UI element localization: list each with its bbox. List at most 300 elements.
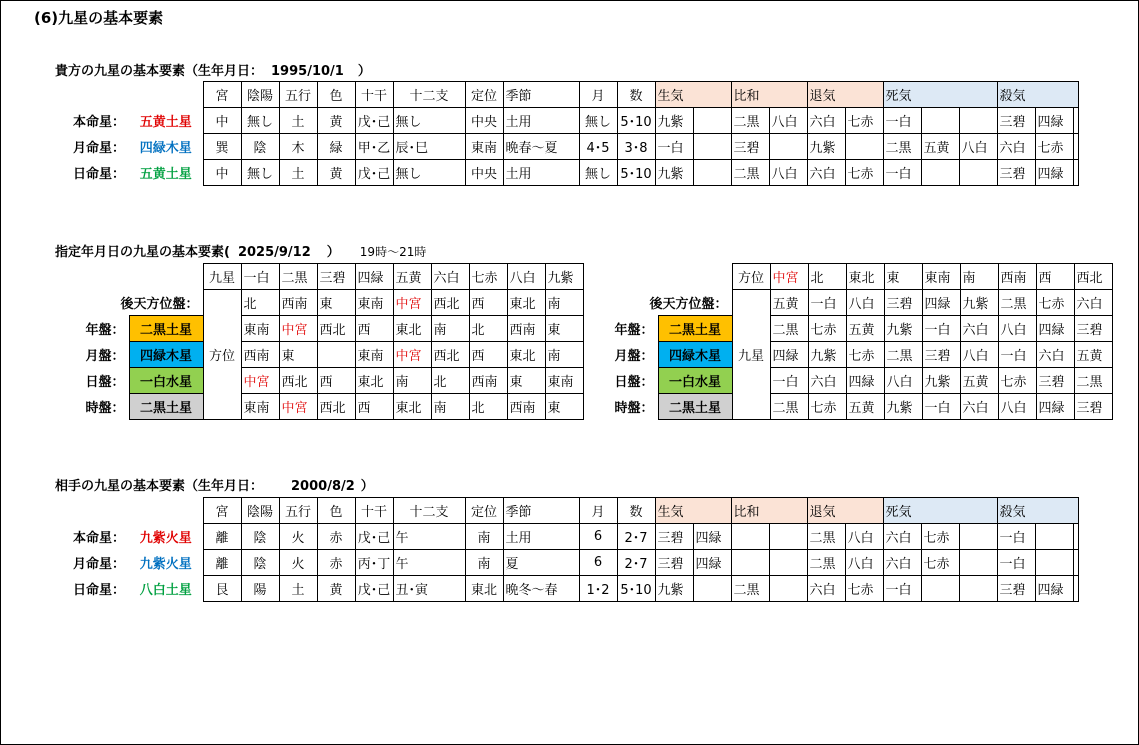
table-cell: 戊･己: [355, 160, 393, 186]
table-cell: [959, 576, 997, 602]
star-name: 九紫火星: [139, 531, 192, 546]
row-label: 日命星：: [72, 167, 125, 182]
table-cell: 七赤: [845, 160, 883, 186]
header-cell: 退気: [807, 498, 883, 524]
board-cell: 北: [241, 290, 279, 316]
table-cell: 無し: [393, 160, 465, 186]
table-cell: 七赤: [1035, 134, 1073, 160]
table-cell: 黄: [317, 576, 355, 602]
header-cell: 八白: [507, 264, 545, 290]
table-cell: [959, 160, 997, 186]
table-cell: 四緑: [693, 524, 731, 550]
table-cell: [769, 576, 807, 602]
table-cell: 八白: [959, 134, 997, 160]
board-cell: 五黄: [846, 394, 884, 420]
table-cell: 一白: [997, 550, 1035, 576]
board-cell: 西南: [507, 394, 545, 420]
board-cell: 六白: [1074, 290, 1112, 316]
table-cell: 中: [203, 160, 241, 186]
header-cell: 月: [579, 498, 617, 524]
table-cell: 4･5: [579, 134, 617, 160]
side-label: 方位: [203, 342, 241, 368]
board-cell: 八白: [998, 316, 1036, 342]
board-cell: 西北: [317, 394, 355, 420]
blank-cell: [658, 264, 732, 290]
board-cell: 四緑: [1036, 394, 1074, 420]
star-name: 五黄土星: [139, 115, 192, 130]
board-cell: 七赤: [846, 342, 884, 368]
board-cell: 東南: [355, 342, 393, 368]
board-cell: 西南: [241, 342, 279, 368]
board-cell: 一白: [922, 394, 960, 420]
board-cell: 三碧: [1074, 394, 1112, 420]
board-cell: 西北: [431, 342, 469, 368]
mine-heading-text: 貴方の九星の基本要素（生年月日：: [55, 64, 264, 79]
blank-cell: [129, 82, 203, 108]
board-badge: 四緑木星: [658, 342, 732, 368]
board-cell: 二黒: [770, 394, 808, 420]
header-cell: 三碧: [317, 264, 355, 290]
header-cell: 比和: [731, 82, 807, 108]
table-cell: 火: [279, 550, 317, 576]
board-cell: 東南: [545, 368, 583, 394]
date-heading: 指定年月日の九星の基本要素( 2025/9/12 ） 19時～21時: [55, 245, 427, 260]
header-cell: 十干: [355, 498, 393, 524]
header-cell: 数: [617, 498, 655, 524]
table-cell: 晩冬～春: [503, 576, 579, 602]
header-cell: 死気: [883, 82, 997, 108]
table-cell: 四緑: [1035, 108, 1073, 134]
board-cell: 六白: [960, 394, 998, 420]
blank-cell: [129, 264, 203, 290]
header-cell: 五行: [279, 82, 317, 108]
board-cell: 東: [545, 394, 583, 420]
table-cell: 二黒: [807, 550, 845, 576]
table-cell: 三碧: [655, 524, 693, 550]
blank-cell: [732, 394, 770, 420]
table-cell: [693, 134, 731, 160]
table-cell: 巽: [203, 134, 241, 160]
side-label: 九星: [732, 342, 770, 368]
header-cell: 生気: [655, 498, 731, 524]
header-cell: 退気: [807, 82, 883, 108]
table-cell: 中央: [465, 108, 503, 134]
board-cell: 三碧: [884, 290, 922, 316]
table-cell: 黄: [317, 160, 355, 186]
board-cell: 東: [279, 342, 317, 368]
table-cell: 二黒: [731, 160, 769, 186]
table-cell: [693, 108, 731, 134]
row-label: 日盤：: [85, 375, 125, 390]
board-cell: 西: [469, 342, 507, 368]
table-cell: 陰: [241, 550, 279, 576]
header-cell: 東北: [846, 264, 884, 290]
header-cell: 西南: [998, 264, 1036, 290]
table-cell: 午: [393, 524, 465, 550]
table-cell: 辰･巳: [393, 134, 465, 160]
table-cell: 土: [279, 160, 317, 186]
board-cell: 西南: [507, 316, 545, 342]
table-cell: 5･10: [617, 108, 655, 134]
board-cell: 七赤: [808, 316, 846, 342]
board-cell: 九紫: [884, 316, 922, 342]
table-cell: 七赤: [845, 108, 883, 134]
board-cell: 中宮: [279, 394, 317, 420]
table-cell: 甲･乙: [355, 134, 393, 160]
board-cell: 東北: [355, 368, 393, 394]
table-cell: 中: [203, 108, 241, 134]
table-cell: 丙･丁: [355, 550, 393, 576]
board-cell: 中宮: [393, 342, 431, 368]
board-cell: 二黒: [998, 290, 1036, 316]
board-cell: 東南: [241, 394, 279, 420]
board-cell: 東北: [507, 342, 545, 368]
table-cell: 七赤: [845, 576, 883, 602]
table-cell: 一白: [883, 108, 921, 134]
header-cell: 九紫: [545, 264, 583, 290]
header-cell: 陰陽: [241, 498, 279, 524]
board-cell: 東北: [393, 394, 431, 420]
row-label: 後天方位盤：: [120, 296, 199, 312]
board-cell: 西: [469, 290, 507, 316]
table-cell: 午: [393, 550, 465, 576]
blank-cell: [55, 82, 129, 108]
table-cell: 3･8: [617, 134, 655, 160]
table-cell: 土用: [503, 524, 579, 550]
table-cell: 陽: [241, 576, 279, 602]
table-cell: [1073, 576, 1078, 602]
table-cell: 八白: [769, 160, 807, 186]
table-cell: 二黒: [807, 524, 845, 550]
table-cell: 5･10: [617, 160, 655, 186]
table-cell: [1073, 524, 1078, 550]
table-cell: [1035, 524, 1073, 550]
board-badge: 一白水星: [658, 368, 732, 394]
board-cell: 六白: [960, 316, 998, 342]
board-badge: 一白水星: [129, 368, 203, 394]
table-cell: 離: [203, 524, 241, 550]
table-cell: [959, 550, 997, 576]
header-cell: 十二支: [393, 498, 465, 524]
table-cell: 土用: [503, 160, 579, 186]
table-cell: 一白: [655, 134, 693, 160]
board-cell: 五黄: [846, 316, 884, 342]
header-cell: 中宮: [770, 264, 808, 290]
row-label: 月盤：: [614, 349, 654, 364]
partner-heading: 相手の九星の基本要素（生年月日： 2000/8/2 ）: [55, 479, 374, 494]
mine-birth: 1995/10/1: [271, 64, 344, 79]
table-cell: 無し: [579, 108, 617, 134]
star-name: 五黄土星: [139, 167, 192, 182]
table-cell: 黄: [317, 108, 355, 134]
table-cell: 木: [279, 134, 317, 160]
table-cell: 九紫: [807, 134, 845, 160]
board-cell: 北: [469, 316, 507, 342]
board-cell: 北: [469, 394, 507, 420]
blank-cell: [129, 498, 203, 524]
header-cell: 九星: [203, 264, 241, 290]
left-board-table: [55, 263, 584, 420]
board-cell: 中宮: [241, 368, 279, 394]
table-cell: 六白: [807, 108, 845, 134]
table-cell: 六白: [997, 134, 1035, 160]
board-cell: 西北: [317, 316, 355, 342]
board-cell: 八白: [846, 290, 884, 316]
board-badge: 二黒土星: [658, 316, 732, 342]
row-label: 本命星：: [72, 115, 125, 130]
header-cell: 宮: [203, 498, 241, 524]
header-cell: 東南: [922, 264, 960, 290]
table-cell: 六白: [883, 524, 921, 550]
header-cell: 五黄: [393, 264, 431, 290]
board-cell: 二黒: [770, 316, 808, 342]
board-cell: 七赤: [808, 394, 846, 420]
table-cell: [769, 134, 807, 160]
table-cell: [921, 160, 959, 186]
blank-cell: [203, 394, 241, 420]
mine-heading: 貴方の九星の基本要素（生年月日： 1995/10/1 ）: [55, 64, 371, 79]
header-cell: 西北: [1074, 264, 1112, 290]
star-name: 九紫火星: [139, 557, 192, 572]
header-cell: 定位: [465, 498, 503, 524]
blank-cell: [203, 316, 241, 342]
table-cell: 5･10: [617, 576, 655, 602]
table-cell: [1073, 160, 1078, 186]
board-cell: 七赤: [1036, 290, 1074, 316]
table-cell: [1073, 108, 1078, 134]
table-cell: 戊･己: [355, 576, 393, 602]
board-cell: 中宮: [393, 290, 431, 316]
board-cell: 東北: [507, 290, 545, 316]
table-cell: 三碧: [997, 576, 1035, 602]
board-badge: 二黒土星: [129, 316, 203, 342]
header-cell: 色: [317, 498, 355, 524]
board-cell: 西北: [431, 290, 469, 316]
header-cell: 陰陽: [241, 82, 279, 108]
table-cell: 二黒: [731, 576, 769, 602]
table-cell: [731, 524, 769, 550]
blank-cell: [55, 498, 129, 524]
table-cell: 2･7: [617, 550, 655, 576]
table-cell: 八白: [769, 108, 807, 134]
header-cell: 南: [960, 264, 998, 290]
table-cell: [731, 550, 769, 576]
table-cell: 2･7: [617, 524, 655, 550]
board-cell: 西: [355, 394, 393, 420]
board-cell: 五黄: [960, 368, 998, 394]
blank-cell: [732, 290, 770, 316]
table-cell: 無し: [241, 108, 279, 134]
board-cell: 東南: [355, 290, 393, 316]
header-cell: 西: [1036, 264, 1074, 290]
table-cell: 九紫: [655, 160, 693, 186]
row-label: 年盤：: [614, 323, 654, 338]
header-cell: 死気: [883, 498, 997, 524]
table-cell: 四緑: [1035, 576, 1073, 602]
mine-table: [55, 81, 1079, 186]
header-cell: 五行: [279, 498, 317, 524]
board-cell: [317, 342, 355, 368]
header-cell: 東: [884, 264, 922, 290]
board-cell: 一白: [770, 368, 808, 394]
date-value: 2025/9/12: [237, 245, 311, 260]
board-cell: 一白: [922, 316, 960, 342]
star-name: 四緑木星: [139, 141, 192, 156]
board-cell: 東北: [393, 316, 431, 342]
table-cell: 1･2: [579, 576, 617, 602]
board-cell: 西: [355, 316, 393, 342]
board-cell: 八白: [998, 394, 1036, 420]
header-cell: 十二支: [393, 82, 465, 108]
table-cell: 緑: [317, 134, 355, 160]
header-cell: 殺気: [997, 82, 1078, 108]
row-label: 月命星：: [72, 141, 125, 156]
board-cell: 南: [431, 394, 469, 420]
blank-cell: [578, 264, 658, 290]
header-cell: 北: [808, 264, 846, 290]
table-cell: [693, 160, 731, 186]
table-cell: 一白: [997, 524, 1035, 550]
row-label: 日盤：: [614, 375, 654, 390]
table-cell: 丑･寅: [393, 576, 465, 602]
table-cell: 中央: [465, 160, 503, 186]
board-cell: 四緑: [1036, 316, 1074, 342]
board-cell: 八白: [960, 342, 998, 368]
row-label: 月盤：: [85, 349, 125, 364]
board-badge: 四緑木星: [129, 342, 203, 368]
table-cell: [1073, 550, 1078, 576]
table-cell: 戊･己: [355, 524, 393, 550]
page-title: (6)九星の基本要素: [34, 9, 164, 27]
board-cell: 南: [545, 290, 583, 316]
table-cell: [693, 576, 731, 602]
table-cell: 九紫: [655, 576, 693, 602]
header-cell: 宮: [203, 82, 241, 108]
board-cell: 三碧: [1036, 368, 1074, 394]
header-cell: 色: [317, 82, 355, 108]
row-label: 後天方位盤：: [649, 296, 728, 312]
header-cell: 季節: [503, 82, 579, 108]
table-cell: 無し: [579, 160, 617, 186]
board-cell: 北: [431, 368, 469, 394]
row-label: 日命星：: [72, 583, 125, 598]
board-cell: 東: [317, 290, 355, 316]
table-cell: 六白: [807, 160, 845, 186]
table-cell: 三碧: [731, 134, 769, 160]
table-cell: 赤: [317, 524, 355, 550]
header-cell: 一白: [241, 264, 279, 290]
board-cell: 東: [507, 368, 545, 394]
blank-cell: [732, 368, 770, 394]
table-cell: [845, 134, 883, 160]
table-cell: [1035, 550, 1073, 576]
table-cell: 戊･己: [355, 108, 393, 134]
board-cell: 三碧: [922, 342, 960, 368]
board-cell: 一白: [808, 290, 846, 316]
board-cell: 四緑: [922, 290, 960, 316]
table-cell: 6: [579, 550, 617, 576]
table-cell: 三碧: [655, 550, 693, 576]
board-cell: 東南: [241, 316, 279, 342]
table-cell: 無し: [241, 160, 279, 186]
board-cell: 五黄: [770, 290, 808, 316]
table-cell: 南: [465, 524, 503, 550]
table-cell: [959, 524, 997, 550]
board-cell: 一白: [998, 342, 1036, 368]
table-cell: [921, 576, 959, 602]
board-cell: 七赤: [998, 368, 1036, 394]
board-cell: 九紫: [884, 394, 922, 420]
table-cell: 二黒: [731, 108, 769, 134]
table-cell: 八白: [845, 524, 883, 550]
table-cell: [959, 108, 997, 134]
header-cell: 月: [579, 82, 617, 108]
table-cell: 無し: [393, 108, 465, 134]
blank-cell: [203, 368, 241, 394]
header-cell: 十干: [355, 82, 393, 108]
board-cell: 三碧: [1074, 316, 1112, 342]
table-cell: 六白: [807, 576, 845, 602]
partner-table: [55, 497, 1079, 602]
table-cell: 七赤: [921, 550, 959, 576]
header-cell: 生気: [655, 82, 731, 108]
board-cell: 六白: [808, 368, 846, 394]
board-cell: 南: [393, 368, 431, 394]
header-cell: 七赤: [469, 264, 507, 290]
board-cell: 南: [431, 316, 469, 342]
header-cell: 数: [617, 82, 655, 108]
table-cell: 東北: [465, 576, 503, 602]
table-cell: 土: [279, 108, 317, 134]
table-cell: 六白: [883, 550, 921, 576]
star-name: 八白土星: [139, 583, 192, 598]
header-cell: 方位: [732, 264, 770, 290]
board-badge: 二黒土星: [129, 394, 203, 420]
table-cell: 艮: [203, 576, 241, 602]
header-cell: 四緑: [355, 264, 393, 290]
table-cell: 一白: [883, 576, 921, 602]
table-cell: 夏: [503, 550, 579, 576]
board-cell: 西北: [279, 368, 317, 394]
header-cell: 殺気: [997, 498, 1078, 524]
board-cell: 西: [317, 368, 355, 394]
right-board-table: [578, 263, 1113, 420]
row-label: 月命星：: [72, 557, 125, 572]
table-cell: 陰: [241, 524, 279, 550]
table-cell: 三碧: [997, 160, 1035, 186]
board-cell: 五黄: [1074, 342, 1112, 368]
time-range: 19時～21時: [359, 245, 427, 259]
board-cell: 中宮: [279, 316, 317, 342]
board-badge: 二黒土星: [658, 394, 732, 420]
table-cell: 八白: [845, 550, 883, 576]
table-cell: 七赤: [921, 524, 959, 550]
table-cell: [769, 550, 807, 576]
board-cell: 九紫: [922, 368, 960, 394]
board-cell: 六白: [1036, 342, 1074, 368]
board-cell: 四緑: [770, 342, 808, 368]
header-cell: 季節: [503, 498, 579, 524]
table-cell: [1073, 134, 1078, 160]
board-cell: 九紫: [960, 290, 998, 316]
row-label: 時盤：: [614, 401, 654, 416]
header-cell: 比和: [731, 498, 807, 524]
table-cell: 離: [203, 550, 241, 576]
blank-cell: [732, 316, 770, 342]
board-cell: 西南: [469, 368, 507, 394]
row-label: 年盤：: [85, 323, 125, 338]
table-cell: 三碧: [997, 108, 1035, 134]
